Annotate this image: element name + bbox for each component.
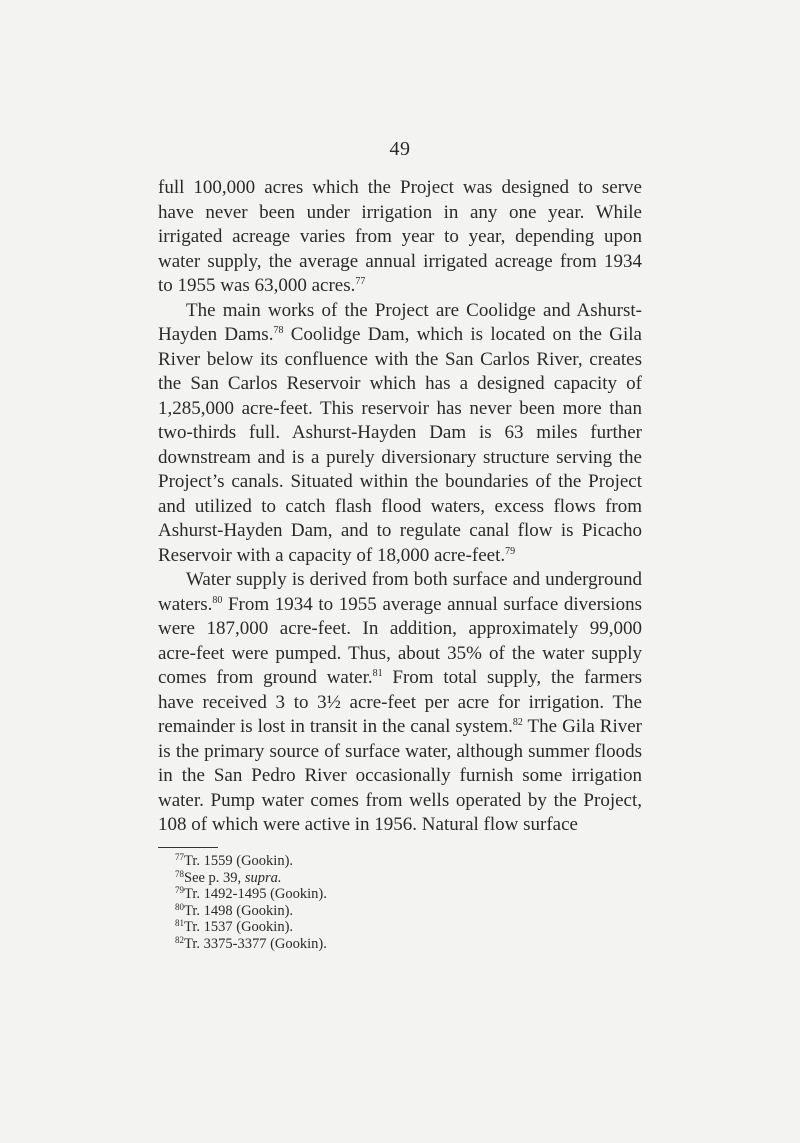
- paragraph-text: Coolidge Dam, which is located on the Gila River below its confluence with the San Carlos River, creates the San Carlos Reservoir which has a designed capacity of 1,285,000 acre-feet. This reservoir has never been more than two-thirds full. Ashurst-Hayden Dam is 63 miles further downstream and is a purely diversionary structure serving the Project’s canals. Situated within the boundaries of the Project and utilized to catch flash flood waters, excess flows from Ashurst-Hayden Dam, and to regulate canal flow is Picacho Reservoir with a capacity of 18,000 acre-feet.: [158, 324, 642, 566]
- footnote-text: Tr. 1559 (Gookin).: [184, 853, 294, 869]
- footnote-reference: 81: [372, 668, 383, 679]
- footnote-text: Tr. 1537 (Gookin).: [184, 919, 294, 935]
- footnote-number: 80: [175, 901, 184, 912]
- page-number: 49: [389, 138, 411, 160]
- paragraph-text: The Gila River is the primary source of surface water, although summer floods in the San Pedro River occasionally furnish some irrigation water. Pump water comes from wells operated by the Project, 108 of which were active in 1956. Natural flow surface: [158, 716, 642, 835]
- footnote: [175, 903, 575, 920]
- footnote-italic-text: supra.: [244, 869, 282, 886]
- footnote-reference: 80: [212, 594, 223, 606]
- paragraph-text: full 100,000 acres which the Project was designed to serve have never been under irrigation in any one year. While irrigated acreage varies from year to year, depending upon water supply, the average annual irrigated acreage from 1934 to 1955 was 63,000 acres.: [158, 177, 642, 296]
- footnote-text: Tr. 1498 (Gookin).: [184, 902, 294, 919]
- footnote: [175, 919, 575, 936]
- footnotes: [175, 853, 575, 952]
- footnote: [175, 886, 575, 903]
- paragraph: [158, 176, 642, 299]
- footnote-number: 78: [175, 868, 184, 879]
- footnote-reference: 77: [355, 276, 366, 287]
- paragraph: [158, 299, 642, 569]
- footnote-reference: 78: [273, 325, 284, 336]
- paragraph-text: The main works of the Project are Coolidge and Ashurst-Hayden Dams.: [158, 299, 642, 345]
- footnote-text: Tr. 3375-3377 (Gookin).: [184, 935, 327, 952]
- paragraph: [158, 568, 642, 838]
- footnote-number: 81: [175, 918, 184, 928]
- footnote-text: Tr. 1492-1495 (Gookin).: [184, 886, 327, 902]
- footnote: [175, 853, 575, 870]
- footnote-number: 77: [175, 852, 184, 862]
- footnote-text: See p. 39,: [184, 869, 245, 886]
- footnote: [175, 936, 575, 953]
- footnote-reference: 79: [505, 545, 516, 557]
- paragraph-text: From total supply, the farmers have received 3 to 3½ acre-feet per acre for irrigation. The remainder is lost in transit in the canal system.: [158, 667, 642, 737]
- footnote-divider: [158, 847, 218, 848]
- footnote-number: 79: [175, 885, 184, 895]
- footnote: [175, 870, 575, 887]
- footnote-number: 82: [175, 934, 184, 945]
- footnote-reference: 82: [512, 717, 523, 728]
- paragraph-text: From 1934 to 1955 average annual surface diversions were 187,000 acre-feet. In addition, approximately 99,000 acre-feet were pumped. Thus, about 35% of the water supply comes from ground water.: [158, 593, 642, 688]
- paragraph-text: Water supply is derived from both surface and underground waters.: [158, 569, 642, 615]
- body-text: [158, 176, 642, 838]
